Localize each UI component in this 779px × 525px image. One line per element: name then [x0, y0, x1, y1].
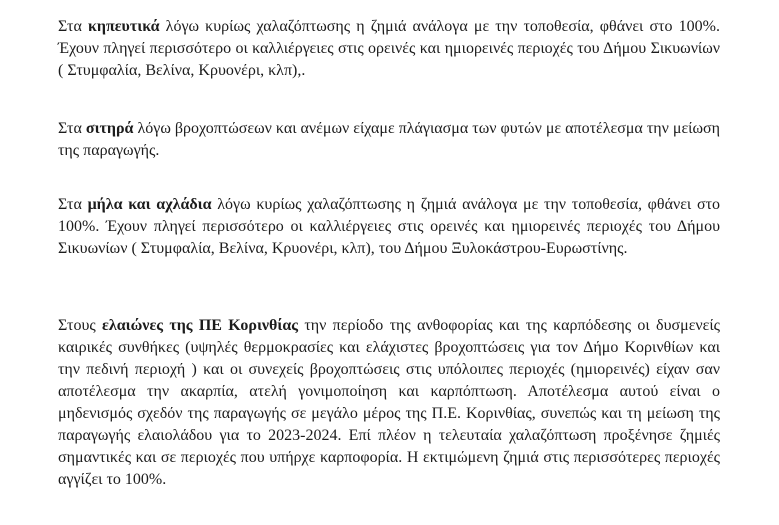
paragraph-olive-groves — [58, 315, 720, 491]
paragraph-olive-groves-body: την περίοδο της ανθοφορίας και της καρπόδεσης οι δυσμενείς καιρικές συνθήκες (υψηλές θερμοκρασίες και ελάχιστες βροχοπτώσεις για τον Δήμο Κορινθίων και την πεδινή περιοχή ) και οι συνεχείς βροχοπτώσεις στις υπόλοιπες περιοχές (ημιορεινές) είχαν σαν αποτέλεσμα την ακαρπία, ατελή γονιμοποίηση και καρπόπτωση. Αποτέλεσμα αυτού είναι ο μηδενισμός σχεδόν της παραγωγής σε μεγάλο μέρος της Π.Ε. Κορινθίας, συνεπώς και τη μείωση της παραγωγής ελαιολάδου για το 2023-2024. Επί πλέον η τελευταία χαλαζόπτωση προξένησε ζημιές σημαντικές και σε περιοχές που υπήρχε καρποφορία. Η εκτιμώμενη ζημιά στις περισσότερες περιοχές αγγίζει το 100%. — [58, 317, 721, 488]
paragraph-apples-pears-lead: Στα — [58, 196, 88, 213]
paragraph-cereals-body: λόγω βροχοπτώσεων και ανέμων είχαμε πλάγιασμα των φυτών με αποτέλεσμα την μείωση της παραγωγής. — [58, 120, 721, 159]
paragraph-olive-groves-lead: Στους — [58, 317, 103, 334]
paragraph-cereals-keyword: σιτηρά — [85, 120, 134, 137]
paragraph-vegetables-body: λόγω κυρίως χαλαζόπτωσης η ζημιά ανάλογα με την τοποθεσία, φθάνει στο 100%. Έχουν πληγεί περισσότερο οι καλλιέργειες στις ορεινές και ημιορεινές περιοχές του Δήμου Σικυωνίων ( Στυμφαλία, Βελίνα, Κρυονέρι, κλπ),. — [58, 18, 720, 79]
paragraph-apples-pears-keyword: μήλα και αχλάδια — [87, 196, 212, 213]
paragraph-olive-groves-keyword: ελαιώνες της ΠΕ Κορινθίας — [102, 317, 299, 334]
paragraph-vegetables — [58, 16, 720, 82]
paragraph-cereals — [58, 118, 720, 162]
paragraph-apples-pears — [58, 194, 720, 260]
paragraph-vegetables-keyword: κηπευτικά — [87, 18, 160, 35]
paragraph-vegetables-lead: Στα — [58, 18, 88, 35]
paragraph-apples-pears-body: λόγω κυρίως χαλαζόπτωσης η ζημιά ανάλογα με την τοποθεσία, φθάνει στο 100%. Έχουν πληγεί περισσότερο οι καλλιέργειες στις ορεινές και ημιορεινές περιοχές του Δήμου Σικυωνίων ( Στυμφαλία, Βελίνα, Κρυονέρι, κλπ), του Δήμου Ξυλοκάστρου-Ευρωστίνης. — [58, 196, 720, 257]
paragraph-cereals-lead: Στα — [58, 120, 86, 137]
